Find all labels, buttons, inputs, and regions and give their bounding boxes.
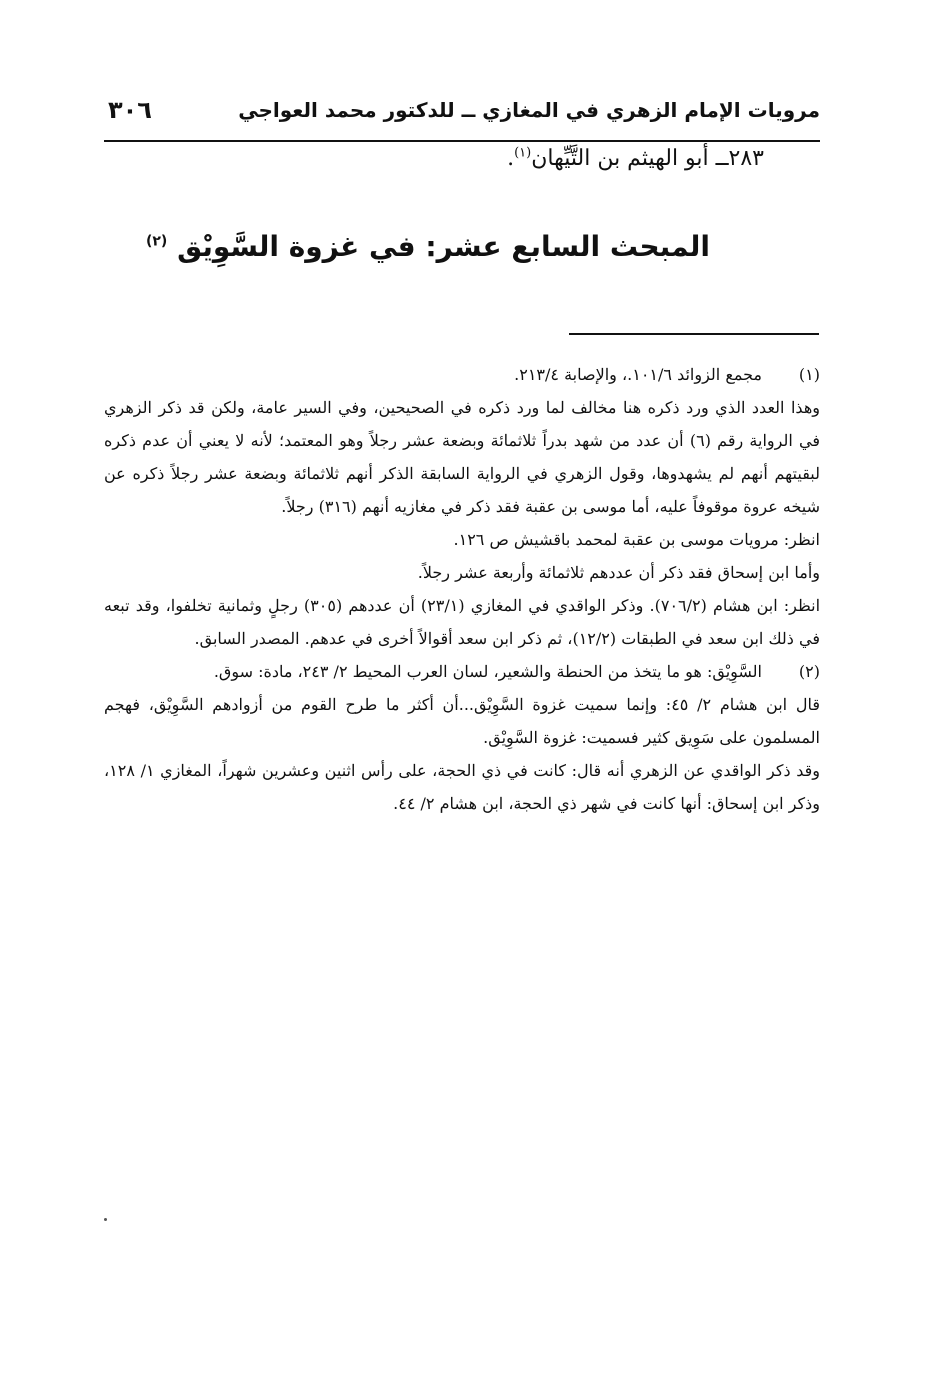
- running-header: [104, 92, 820, 134]
- scan-speck: [104, 1218, 107, 1221]
- footnote-2-paragraph: قال ابن هشام ٢/ ٤٥: وإنما سميت غزوة السَّوِيْق...أن أكثر ما طرح القوم من أزوادهم السَّوِيْق، فهجم المسلمون على سَوِيق كثير فسميت: غزوة السَّوِيْق.: [104, 695, 820, 747]
- footnote-1-paragraph: انظر: ابن هشام (٧٠٦/٢). وذكر الواقدي في المغازي (٢٣/١) أن عددهم (٣٠٥) رجلٍ وثمانية تخلفوا، وقد تبعه في ذلك ابن سعد في الطبقات (١٢/٢)، ثم ذكر ابن سعد أقوالاً أخرى في عدهم. المصدر السابق.: [104, 596, 821, 648]
- narrator-entry-text: ٢٨٣ــ أبو الهيثم بن التَّيِّهان: [531, 146, 764, 171]
- footnote-2-definition: [104, 655, 820, 688]
- footnote-ref-2: (٢): [145, 233, 168, 250]
- header-divider: [104, 140, 820, 142]
- footnote-1-source: [104, 358, 820, 391]
- footnote-ref-1: (١): [514, 145, 532, 161]
- footnote-1-text: مجمع الزوائد ١٠١/٦.، والإصابة ٢١٣/٤.: [514, 365, 762, 384]
- footnote-2-text: السَّوِيْق: هو ما يتخذ من الحنطة والشعير، لسان العرب المحيط ٢/ ٢٤٣، مادة: سوق.: [213, 662, 762, 681]
- page-number: ٣٠٦: [108, 96, 152, 124]
- footnote-1-paragraph: وأما ابن إسحاق فقد ذكر أن عددهم ثلاثمائة وأربعة عشر رجلاً.: [417, 563, 820, 582]
- footnote-1-paragraph: انظر: مرويات موسى بن عقبة لمحمد باقشيش ص ١٢٦.: [453, 530, 820, 549]
- footnotes: [104, 358, 820, 820]
- narrator-entry-tail: .: [507, 146, 515, 171]
- footnote-2-paragraph: وقد ذكر الواقدي عن الزهري أنه قال: كانت في ذي الحجة، على رأس اثنين وعشرين شهراً، المغازي ١/ ١٢٨، وذكر ابن إسحاق: أنها كانت في شهر ذي الحجة، ابن هشام ٢/ ٤٤.: [104, 761, 820, 813]
- section-title: المبحث السابع عشر: في غزوة السَّوِيْق: [177, 230, 710, 263]
- footnote-1-paragraph: وهذا العدد الذي ورد ذكره هنا مخالف لما ورد ذكره في الصحيحين، وفي السير عامة، ولكن قد ذكر الزهري في الرواية رقم (٦) أن عدد من شهد بدراً ثلاثمائة وبضعة عشر رجلاً وهو المعتمد؛ لأنه لا يعني أن عدم ذكره لبقيتهم أنهم لم يشهدوها، وقول الزهري في الرواية السابقة الذكر أنهم ثلاثمائة وبضعة عشر رجلاً ذكره عن شيخه عروة موقوفاً عليه، أما موسى بن عقبة فقد ذكر في مغازيه أنهم (٣١٦) رجلاً.: [104, 398, 821, 516]
- narrator-entry: [507, 146, 764, 171]
- running-title: مرويات الإمام الزهري في المغازي ــ للدكتور محمد العواجي: [238, 98, 820, 122]
- footnote-divider: [569, 333, 819, 335]
- footnote-2-number: (٢): [798, 662, 820, 681]
- footnote-1-number: (١): [798, 365, 820, 384]
- section-heading: [145, 230, 710, 263]
